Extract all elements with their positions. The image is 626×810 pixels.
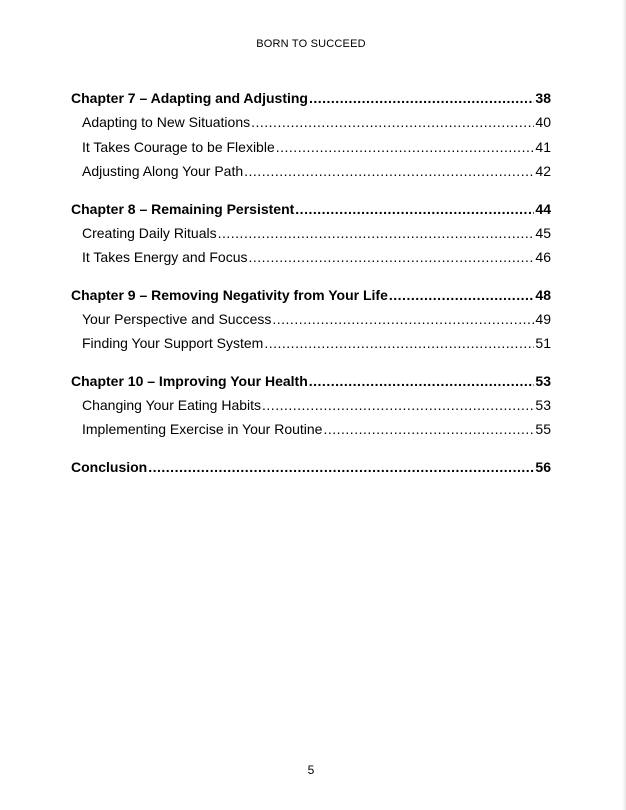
toc-entry-title: Adjusting Along Your Path — [82, 163, 244, 179]
toc-dot-leader — [323, 420, 534, 438]
toc-entry-title: Your Perspective and Success — [82, 310, 272, 327]
toc-chapter-entry[interactable] — [71, 286, 551, 310]
toc-dot-leader — [218, 224, 535, 242]
running-header: BORN TO SUCCEED — [256, 38, 366, 50]
toc-section-entry[interactable] — [71, 248, 551, 273]
toc-dot-leader — [251, 113, 534, 131]
toc-dot-leader — [389, 286, 535, 304]
toc-dot-leader — [272, 310, 534, 328]
page-number: 5 — [307, 763, 315, 777]
toc-entry-title: Changing Your Eating Habits — [82, 396, 262, 413]
toc-dot-leader — [309, 89, 534, 107]
toc-group-conclusion — [71, 458, 551, 482]
toc-entry-title: Chapter 7 – Adapting and Adjusting — [71, 90, 308, 106]
toc-chapter-entry[interactable] — [71, 458, 551, 482]
toc-entry-page: 38 — [535, 90, 551, 106]
toc-entry-title: Creating Daily Rituals — [82, 224, 217, 241]
toc-chapter-entry[interactable] — [71, 89, 551, 113]
toc-dot-leader — [276, 138, 535, 156]
toc-entry-page: 45 — [535, 224, 551, 241]
toc-entry-title: Adapting to New Situations — [82, 114, 251, 130]
toc-entry-page: 53 — [535, 396, 551, 413]
toc-group-chapter-7 — [71, 89, 551, 187]
toc-dot-leader — [309, 372, 535, 390]
toc-entry-title: Conclusion — [71, 458, 148, 475]
toc-entry-page: 41 — [535, 138, 551, 155]
toc-entry-page: 55 — [535, 421, 551, 437]
toc-chapter-entry[interactable] — [71, 200, 551, 224]
toc-entry-title: Chapter 8 – Remaining Persistent — [71, 200, 295, 217]
table-of-contents — [71, 89, 551, 495]
toc-group-chapter-8 — [71, 200, 551, 273]
toc-dot-leader — [295, 200, 534, 218]
toc-entry-page: 40 — [535, 114, 551, 130]
toc-entry-page: 49 — [535, 310, 551, 327]
toc-chapter-entry[interactable] — [71, 372, 551, 396]
toc-dot-leader — [249, 248, 535, 266]
toc-section-entry[interactable] — [71, 162, 551, 187]
toc-entry-page: 51 — [535, 335, 551, 351]
toc-section-entry[interactable] — [71, 113, 551, 138]
toc-dot-leader — [244, 162, 534, 180]
toc-entry-page: 44 — [535, 200, 551, 217]
toc-entry-page: 46 — [535, 249, 551, 265]
toc-dot-leader — [264, 334, 534, 352]
toc-entry-page: 42 — [535, 163, 551, 179]
toc-dot-leader — [262, 396, 534, 414]
toc-section-entry[interactable] — [71, 310, 551, 335]
toc-dot-leader — [148, 458, 534, 476]
toc-entry-title: It Takes Energy and Focus — [82, 249, 248, 265]
toc-entry-title: Chapter 9 – Removing Negativity from Your Life — [71, 286, 388, 303]
toc-entry-page: 48 — [535, 286, 551, 303]
toc-entry-title: It Takes Courage to be Flexible — [82, 138, 275, 155]
toc-group-chapter-9 — [71, 286, 551, 359]
toc-section-entry[interactable] — [71, 420, 551, 445]
toc-section-entry[interactable] — [71, 334, 551, 359]
toc-section-entry[interactable] — [71, 224, 551, 249]
toc-entry-page: 56 — [535, 458, 551, 475]
toc-group-chapter-10 — [71, 372, 551, 445]
toc-entry-title: Finding Your Support System — [82, 335, 264, 351]
page-edge-shadow — [622, 0, 626, 810]
toc-section-entry[interactable] — [71, 138, 551, 163]
toc-entry-title: Chapter 10 – Improving Your Health — [71, 372, 308, 389]
toc-section-entry[interactable] — [71, 396, 551, 421]
toc-entry-page: 53 — [535, 372, 551, 389]
toc-entry-title: Implementing Exercise in Your Routine — [82, 421, 323, 437]
